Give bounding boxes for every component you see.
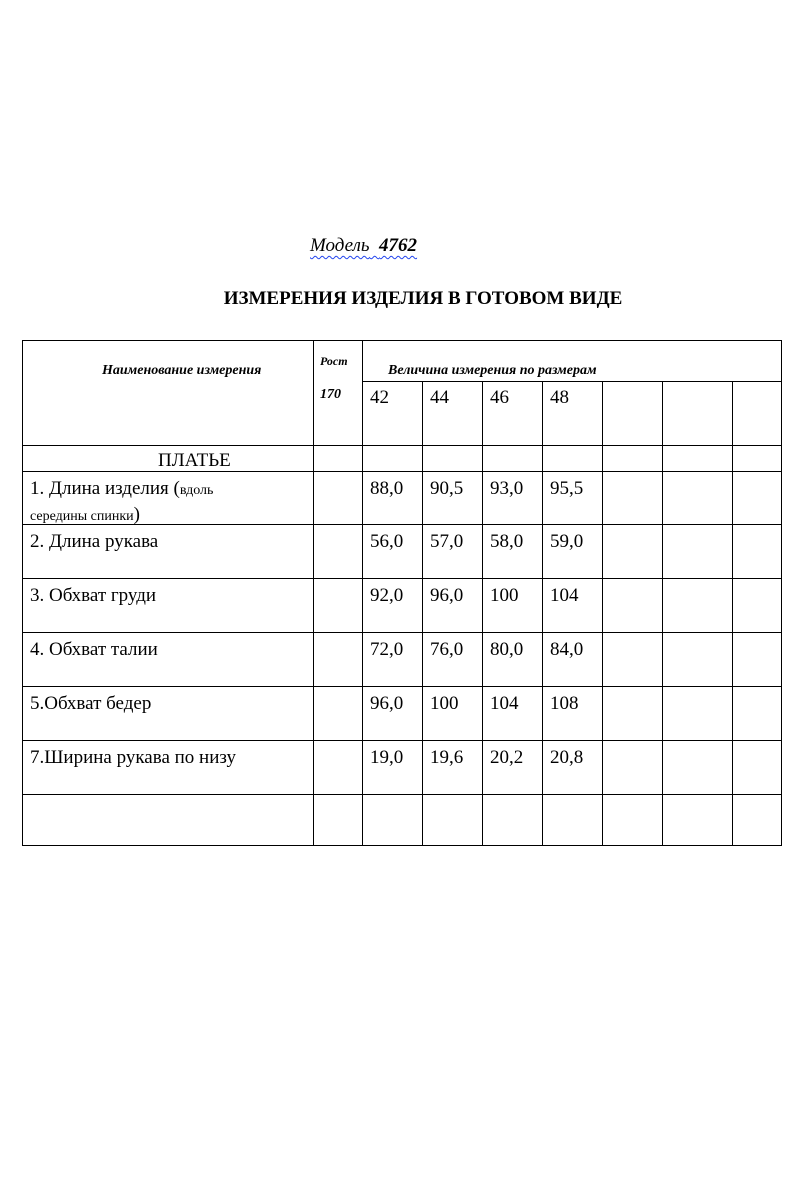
table-cell: 96,0 [370,693,404,714]
table-row-name: 7.Ширина рукава по низу [30,747,236,768]
table-cell: 108 [550,693,579,714]
table-row-name: 4. Обхват талии [30,639,158,660]
table-cell: 88,0 [370,478,404,499]
table-cell: 93,0 [490,478,524,499]
table-cell: 80,0 [490,639,524,660]
size-46: 46 [490,387,509,408]
table-cell: 96,0 [430,585,464,606]
table-cell: 56,0 [370,531,404,552]
table-cell: 58,0 [490,531,524,552]
table-cell: 100 [430,693,459,714]
table-row-name: 3. Обхват груди [30,585,157,606]
table-cell: 72,0 [370,639,404,660]
table-row-name: 2. Длина рукава [30,531,159,552]
header-height-label: Рост [320,354,348,368]
table-cell: 20,2 [490,747,524,768]
table-cell: 95,5 [550,478,584,499]
table-cell: 19,6 [430,747,464,768]
header-name-column: Наименование измерения [102,363,262,378]
size-44: 44 [430,387,449,408]
model-label: Модель 4762 [310,235,418,256]
table-cell: 59,0 [550,531,584,552]
table-cell: 57,0 [430,531,464,552]
section-title: ПЛАТЬЕ [158,450,231,471]
table-row-name: 1. Длина изделия (вдоль [30,478,214,499]
table-row-name-continued: середины спинки) [30,504,140,525]
table-cell: 90,5 [430,478,464,499]
size-48: 48 [550,387,569,408]
table-cell: 19,0 [370,747,404,768]
model-number: 4762 [379,235,418,256]
table-row-name: 5.Обхват бедер [30,693,152,714]
table-cell: 84,0 [550,639,584,660]
table-cell: 104 [550,585,579,606]
size-42: 42 [370,387,389,408]
table-cell: 76,0 [430,639,464,660]
table-cell: 20,8 [550,747,584,768]
header-height-value: 170 [320,387,341,402]
table-cell: 100 [490,585,519,606]
header-sizes-label: Величина измерения по размерам [388,363,597,378]
table-cell: 104 [490,693,519,714]
table-cell: 92,0 [370,585,404,606]
document-title: ИЗМЕРЕНИЯ ИЗДЕЛИЯ В ГОТОВОМ ВИДЕ [223,288,623,309]
